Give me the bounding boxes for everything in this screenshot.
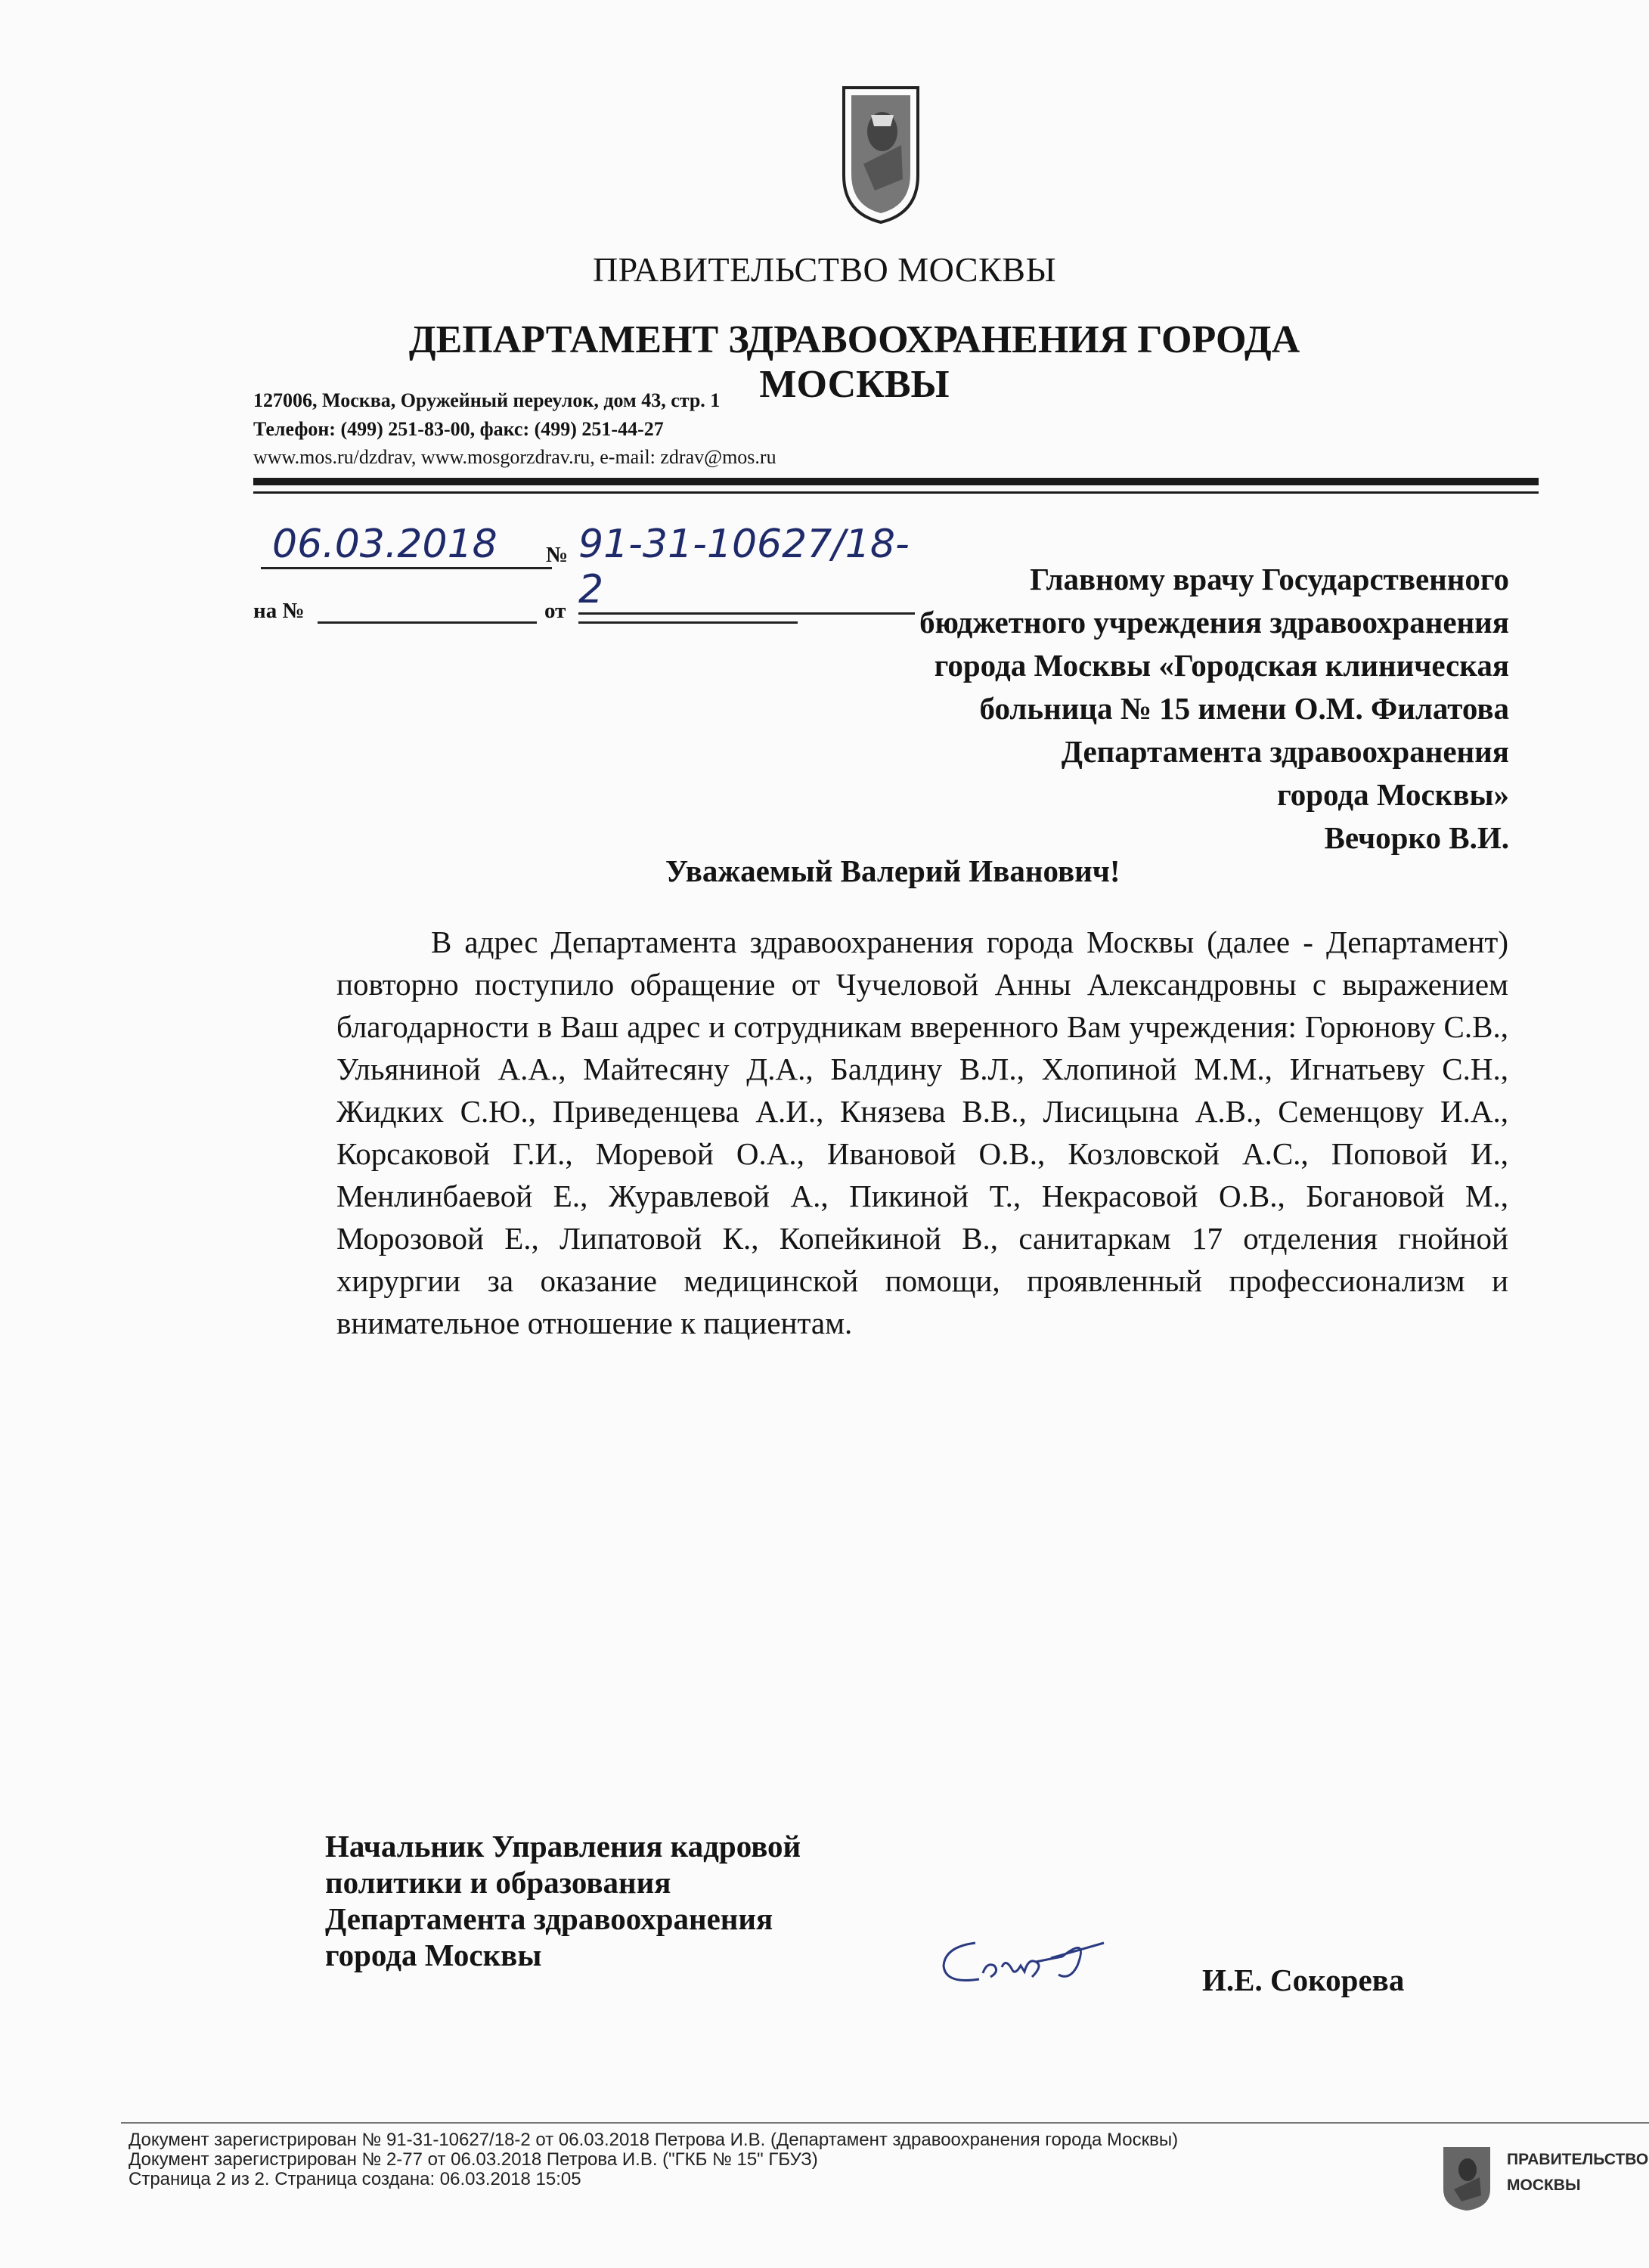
- footer-brand: [1507, 2147, 1648, 2198]
- government-title: ПРАВИТЕЛЬСТВО МОСКВЫ: [592, 250, 1057, 289]
- reference-number-blank: [318, 621, 537, 624]
- department-address: 127006, Москва, Оружейный переулок, дом 43, стр. 1: [253, 389, 721, 411]
- signatory-title: [325, 1828, 801, 1973]
- footer-line: Документ зарегистрирован № 91-31-10627/18-2 от 06.03.2018 Петрова И.В. (Департамент здравоохранения города Москвы): [129, 2130, 1179, 2150]
- recipient-line: бюджетного учреждения здравоохранения: [919, 605, 1509, 640]
- reference-from-label: от: [544, 599, 566, 623]
- department-title: ДЕПАРТАМЕНТ ЗДРАВООХРАНЕНИЯ ГОРОДА МОСКВЫ: [408, 318, 1300, 406]
- department-web: www.mos.ru/dzdrav, www.mosgorzdrav.ru, e-mail: zdrav@mos.ru: [253, 446, 776, 468]
- reference-number-label: на №: [253, 599, 305, 623]
- greeting: Уважаемый Валерий Иванович!: [665, 854, 1121, 888]
- footer-divider: [121, 2122, 1649, 2124]
- recipient-line: Главному врачу Государственного: [1030, 562, 1509, 596]
- footer-line: Документ зарегистрирован № 2-77 от 06.03.2018 Петрова И.В. ("ГКБ № 15" ГБУЗ): [129, 2149, 818, 2170]
- recipient-line: Вечорко В.И.: [1324, 820, 1509, 855]
- signatory-title-line: политики и образования: [325, 1865, 671, 1900]
- signatory-name: И.Е. Сокорева: [1202, 1963, 1405, 1997]
- registration-number: 91-31-10627/18-2: [578, 522, 915, 615]
- registration-number-label: №: [546, 543, 569, 567]
- footer-brand-line: МОСКВЫ: [1507, 2177, 1581, 2194]
- department-phone: Телефон: (499) 251-83-00, факс: (499) 251-44-27: [253, 418, 664, 440]
- handwritten-signature: [930, 1920, 1111, 2003]
- recipient-block: [753, 558, 1509, 860]
- header-divider-thin: [253, 491, 1539, 494]
- moscow-coat-of-arms-icon: [841, 85, 921, 225]
- recipient-line: города Москвы»: [1277, 777, 1509, 812]
- signatory-title-line: Начальник Управления кадровой: [325, 1829, 801, 1864]
- signatory-title-line: города Москвы: [325, 1938, 542, 1972]
- footer-brand-line: ПРАВИТЕЛЬСТВО: [1507, 2151, 1649, 2168]
- signatory-title-line: Департамента здравоохранения: [325, 1901, 773, 1936]
- recipient-line: Департамента здравоохранения: [1061, 734, 1509, 769]
- registration-footer: [129, 2130, 1178, 2189]
- letter-body: В адрес Департамента здравоохранения города Москвы (далее - Департамент) повторно поступило обращение от Чучеловой Анны Александровны с выражением благодарности в Ваш адрес и сотрудникам вверенного Вам учреждения: Горюнову С.В., Ульяниной А.А., Майтесяну Д.А., Балдину В.Л., Хлопиной М.М., Игнатьеву С.Н., Жидких С.Ю., Приведенцева А.И., Князева В.В., Лисицына А.В., Семенцову И.А., Корсаковой Г.И., Моревой О.А., Ивановой О.В., Козловской А.С., Поповой И., Менлинбаевой Е., Журавлевой А., Пикиной Т., Некрасовой О.В., Богановой М., Морозовой Е., Липатовой К., Копейкиной В., санитаркам 17 отделения гнойной хирургии за оказание медицинской помощи, проявленный профессионализм и внимательное отношение к пациентам.: [336, 925, 1508, 1340]
- footer-coat-of-arms-icon: [1442, 2146, 1492, 2212]
- recipient-line: больница № 15 имени О.М. Филатова: [979, 691, 1509, 726]
- header-divider: [253, 478, 1539, 485]
- footer-line: Страница 2 из 2. Страница создана: 06.03.2018 15:05: [129, 2169, 581, 2189]
- recipient-line: города Москвы «Городская клиническая: [934, 648, 1509, 683]
- registration-date: 06.03.2018: [261, 522, 552, 569]
